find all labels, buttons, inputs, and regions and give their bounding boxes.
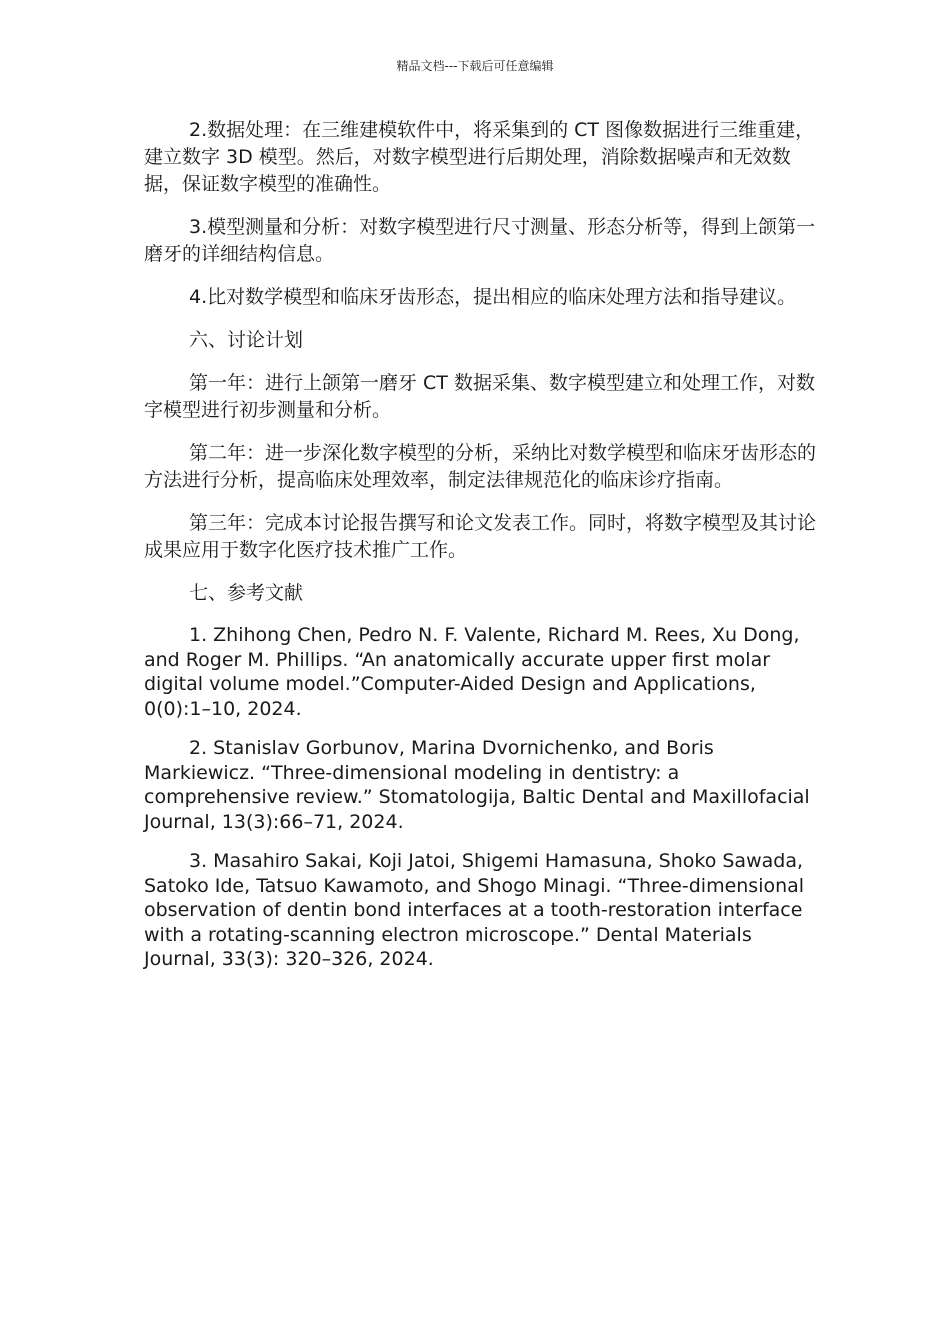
reference-item: 3. Masahiro Sakai, Koji Jatoi, Shigemi Hamasuna, Shoko Sawada, Satoko Ide, Tatsuo Kawamoto, and Shogo Minagi. “Three-dimensional observation of dentin bond interfaces at a tooth-restoration interface with a rotating-scanning electron microscope.” Dental Materials Journal, 33(3): 320–326, 2024. <box>144 850 805 970</box>
section-heading-references: 七、参考文献 <box>189 582 304 604</box>
paragraph-data-processing: 2.数据处理：在三维建模软件中，将采集到的 CT 图像数据进行三维重建，建立数字 3D 模型。然后，对数字模型进行后期处理，消除数据噪声和无效数据，保证数字模型的准确性。 <box>144 119 815 195</box>
document-body <box>144 117 816 987</box>
plan-year-three: 第三年：完成本讨论报告撰写和论文发表工作。同时，将数字模型及其讨论成果应用于数字化医疗技术推广工作。 <box>144 512 817 561</box>
page-header-watermark: 精品文档---下载后可任意编辑 <box>396 59 554 73</box>
paragraph-comparison: 4.比对数学模型和临床牙齿形态，提出相应的临床处理方法和指导建议。 <box>189 286 797 308</box>
reference-item: 2. Stanislav Gorbunov, Marina Dvornichenko, and Boris Markiewicz. “Three-dimensional modeling in dentistry: a comprehensive review.” Stomatologija, Baltic Dental and Maxillofacial Journal, 13(3):66–71, 2024. <box>144 737 810 833</box>
section-heading-discussion-plan: 六、讨论计划 <box>189 329 304 351</box>
plan-year-two: 第二年：进一步深化数字模型的分析，采纳比对数学模型和临床牙齿形态的方法进行分析，提高临床处理效率，制定法律规范化的临床诊疗指南。 <box>144 442 817 491</box>
paragraph-model-measurement: 3.模型测量和分析：对数字模型进行尺寸测量、形态分析等，得到上颌第一磨牙的详细结构信息。 <box>144 216 816 265</box>
plan-year-one: 第一年：进行上颌第一磨牙 CT 数据采集、数字模型建立和处理工作，对数字模型进行初步测量和分析。 <box>144 372 815 421</box>
reference-item: 1. Zhihong Chen, Pedro N. F. Valente, Richard M. Rees, Xu Dong, and Roger M. Phillips. “An anatomically accurate upper first molar digital volume model.”Computer-Aided Design and Applications, 0(0):1–10, 2024. <box>144 624 800 720</box>
